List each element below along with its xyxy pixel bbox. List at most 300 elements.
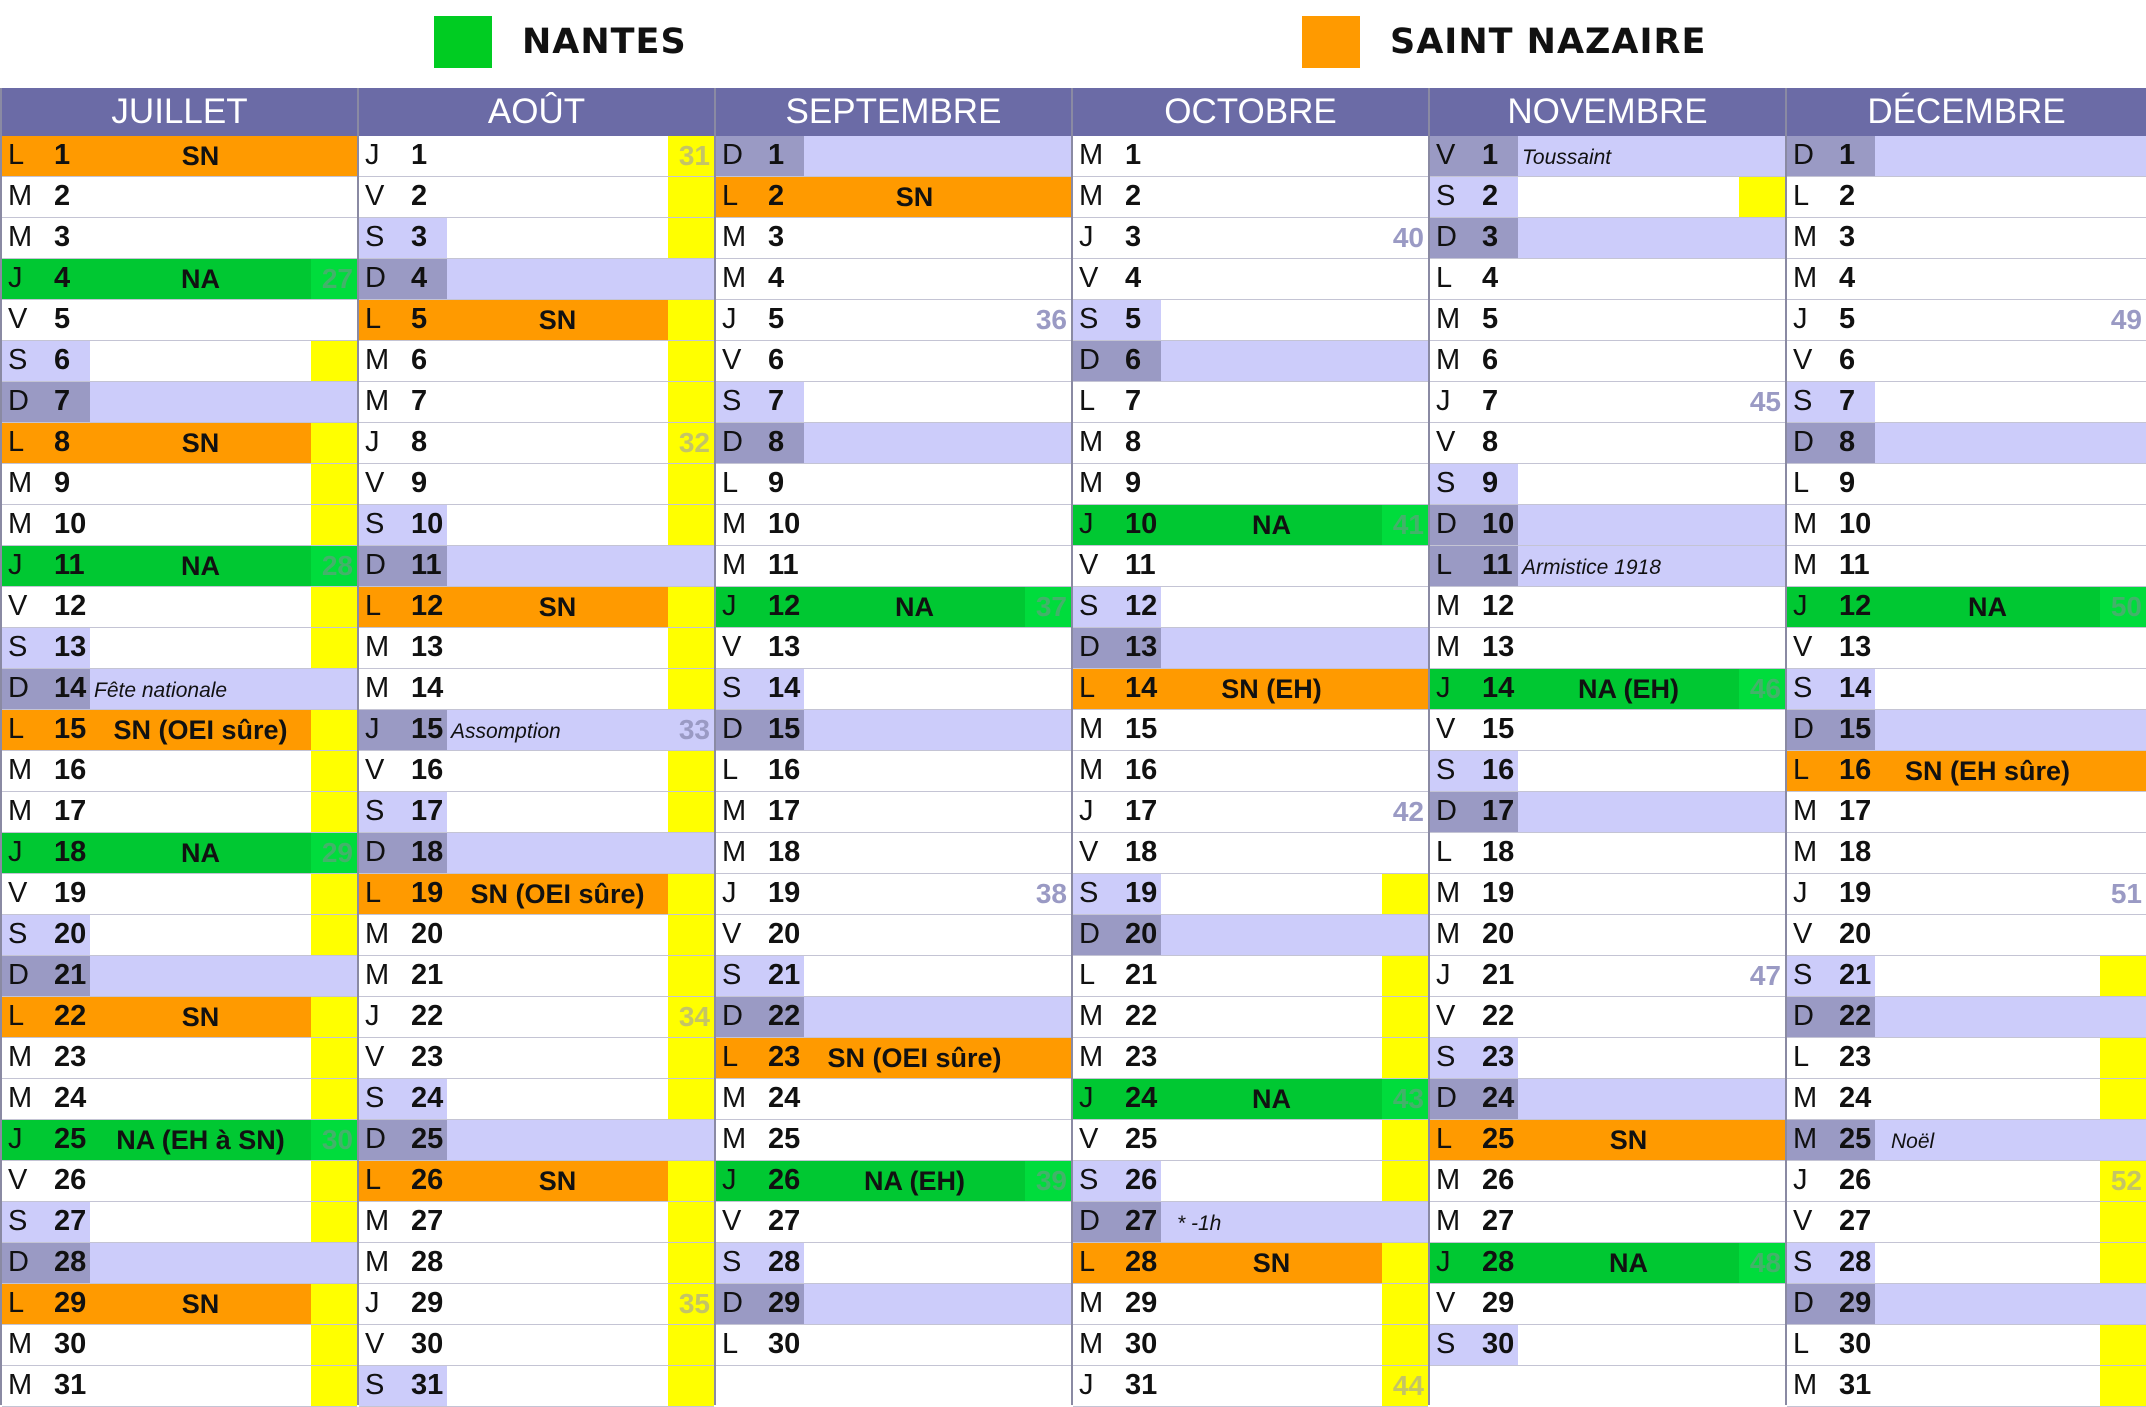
day-row[interactable] — [1787, 669, 2146, 710]
day-body-cell — [804, 464, 1071, 504]
day-row[interactable] — [1787, 956, 2146, 997]
day-row[interactable] — [359, 710, 714, 751]
day-row[interactable] — [1073, 1325, 1428, 1366]
day-number: 1 — [411, 139, 428, 171]
weekday-letter: V — [1793, 918, 1813, 950]
day-row[interactable] — [2, 1120, 357, 1161]
day-row[interactable] — [359, 1366, 714, 1407]
day-number: 17 — [411, 795, 444, 827]
day-row[interactable] — [1787, 833, 2146, 874]
holiday-strip — [668, 874, 714, 914]
day-row[interactable] — [716, 792, 1071, 833]
day-row[interactable] — [1430, 792, 1785, 833]
day-row[interactable] — [1073, 1038, 1428, 1079]
day-number: 2 — [1125, 180, 1142, 212]
day-row[interactable] — [1430, 956, 1785, 997]
day-row[interactable] — [1430, 751, 1785, 792]
day-row[interactable] — [2, 1243, 357, 1284]
day-number: 15 — [1125, 713, 1158, 745]
day-row[interactable] — [1430, 628, 1785, 669]
day-number: 14 — [411, 672, 444, 704]
holiday-note: Armistice 1918 — [1522, 556, 1661, 579]
day-body-cell — [804, 341, 1071, 381]
day-row[interactable] — [716, 587, 1071, 628]
holiday-strip — [668, 300, 714, 340]
day-number: 23 — [1482, 1041, 1515, 1073]
day-row[interactable] — [2, 1161, 357, 1202]
day-row[interactable] — [359, 997, 714, 1038]
day-row[interactable] — [1430, 423, 1785, 464]
day-number: 17 — [768, 795, 801, 827]
day-number: 10 — [1482, 508, 1515, 540]
day-row[interactable] — [1787, 997, 2146, 1038]
month-column — [1071, 88, 1428, 1405]
day-row[interactable] — [1073, 177, 1428, 218]
day-row[interactable] — [1787, 259, 2146, 300]
weekday-letter: J — [365, 1287, 380, 1319]
day-number: 10 — [411, 508, 444, 540]
day-body-cell — [804, 956, 1071, 996]
day-row[interactable] — [1430, 505, 1785, 546]
day-row[interactable] — [2, 423, 357, 464]
day-row[interactable] — [359, 587, 714, 628]
day-row[interactable] — [1073, 1079, 1428, 1120]
day-row[interactable] — [1787, 218, 2146, 259]
day-number: 16 — [54, 754, 87, 786]
day-row[interactable] — [1787, 1284, 2146, 1325]
week-number: 50 — [2110, 591, 2142, 622]
day-row[interactable] — [1787, 464, 2146, 505]
day-number: 29 — [54, 1287, 87, 1319]
day-row[interactable] — [2, 1366, 357, 1407]
day-row[interactable] — [716, 1202, 1071, 1243]
day-row[interactable] — [1073, 218, 1428, 259]
day-row[interactable] — [359, 546, 714, 587]
day-body-cell — [804, 546, 1071, 586]
day-row[interactable] — [1787, 628, 2146, 669]
day-number: 6 — [1125, 344, 1142, 376]
day-row[interactable] — [359, 915, 714, 956]
day-row[interactable] — [1787, 341, 2146, 382]
weekday-letter: V — [1436, 426, 1456, 458]
day-row[interactable] — [1787, 300, 2146, 341]
weekday-letter: M — [365, 959, 390, 991]
day-row[interactable] — [2, 341, 357, 382]
day-row[interactable] — [1430, 1325, 1785, 1366]
day-row[interactable] — [359, 300, 714, 341]
day-row[interactable] — [1430, 218, 1785, 259]
day-row[interactable] — [1787, 710, 2146, 751]
weekday-letter: V — [1436, 139, 1456, 171]
day-row[interactable] — [1787, 1079, 2146, 1120]
weekday-letter: M — [722, 549, 747, 581]
day-row[interactable] — [359, 136, 714, 177]
day-body-cell — [1518, 587, 1785, 627]
day-row[interactable] — [2, 710, 357, 751]
week-number: 28 — [321, 550, 353, 581]
day-row[interactable] — [1073, 505, 1428, 546]
day-number: 29 — [1125, 1287, 1158, 1319]
day-row[interactable] — [1787, 1243, 2146, 1284]
day-row[interactable] — [2, 300, 357, 341]
day-row[interactable] — [716, 259, 1071, 300]
day-row[interactable] — [1073, 259, 1428, 300]
day-row[interactable] — [716, 833, 1071, 874]
day-row[interactable] — [1787, 751, 2146, 792]
day-number: 8 — [1839, 426, 1856, 458]
weekday-letter: S — [1436, 467, 1456, 499]
weekday-letter: S — [1079, 877, 1099, 909]
day-number: 7 — [768, 385, 785, 417]
day-body-cell — [1518, 751, 1785, 791]
week-number: 37 — [1035, 591, 1067, 622]
day-row[interactable] — [1073, 956, 1428, 997]
day-number: 30 — [411, 1328, 444, 1360]
weekday-letter: D — [8, 959, 29, 991]
day-number: 8 — [411, 426, 428, 458]
weekday-letter: S — [365, 221, 385, 253]
day-row[interactable] — [2, 997, 357, 1038]
weekday-letter: M — [1793, 1123, 1818, 1155]
day-number: 28 — [1482, 1246, 1515, 1278]
day-number: 24 — [1839, 1082, 1872, 1114]
day-row[interactable] — [1787, 177, 2146, 218]
day-row[interactable] — [2, 177, 357, 218]
day-row[interactable] — [716, 341, 1071, 382]
day-row[interactable] — [2, 546, 357, 587]
day-row[interactable] — [716, 710, 1071, 751]
day-body-cell — [804, 1284, 1071, 1324]
day-row[interactable] — [1073, 915, 1428, 956]
holiday-strip — [311, 751, 357, 791]
day-row[interactable] — [1430, 1161, 1785, 1202]
day-number: 28 — [768, 1246, 801, 1278]
day-row[interactable] — [1430, 1120, 1785, 1161]
day-row[interactable] — [359, 259, 714, 300]
day-row[interactable] — [1787, 505, 2146, 546]
weekday-letter: M — [8, 180, 33, 212]
day-row[interactable] — [1430, 259, 1785, 300]
day-row[interactable] — [716, 1079, 1071, 1120]
day-row[interactable] — [1073, 1120, 1428, 1161]
day-row[interactable] — [1787, 915, 2146, 956]
day-row[interactable] — [716, 628, 1071, 669]
day-body-cell — [90, 300, 357, 340]
day-row[interactable] — [716, 751, 1071, 792]
day-row[interactable] — [359, 341, 714, 382]
day-row[interactable] — [1787, 136, 2146, 177]
day-row[interactable] — [2, 915, 357, 956]
day-row[interactable] — [1073, 874, 1428, 915]
day-row[interactable] — [1430, 669, 1785, 710]
day-number: 5 — [1125, 303, 1142, 335]
day-row[interactable] — [359, 1161, 714, 1202]
day-row[interactable] — [359, 1202, 714, 1243]
weekday-letter: L — [8, 713, 25, 745]
day-number: 6 — [411, 344, 428, 376]
day-row[interactable] — [359, 423, 714, 464]
holiday-strip — [1382, 997, 1428, 1037]
day-row[interactable] — [1430, 464, 1785, 505]
week-number: 30 — [321, 1124, 353, 1155]
day-row[interactable] — [2, 669, 357, 710]
day-row[interactable] — [716, 505, 1071, 546]
day-row[interactable] — [359, 1284, 714, 1325]
day-row[interactable] — [2, 628, 357, 669]
day-row[interactable] — [2, 136, 357, 177]
day-body-cell — [90, 956, 357, 996]
holiday-strip — [668, 341, 714, 381]
day-number: 5 — [1839, 303, 1856, 335]
day-body-cell — [804, 423, 1071, 463]
day-number: 30 — [54, 1328, 87, 1360]
day-row[interactable] — [359, 1079, 714, 1120]
day-row[interactable] — [716, 1161, 1071, 1202]
day-row[interactable] — [716, 956, 1071, 997]
day-row[interactable] — [716, 382, 1071, 423]
day-row[interactable] — [1073, 669, 1428, 710]
day-number: 8 — [1482, 426, 1499, 458]
event-label: NA — [1968, 592, 2007, 622]
day-row[interactable] — [2, 1038, 357, 1079]
day-row[interactable] — [1073, 1243, 1428, 1284]
day-number: 5 — [1482, 303, 1499, 335]
day-row[interactable] — [359, 177, 714, 218]
weekday-letter: D — [1079, 918, 1100, 950]
day-row[interactable] — [359, 218, 714, 259]
weekday-letter: M — [722, 836, 747, 868]
weekday-letter: J — [365, 139, 380, 171]
day-row[interactable] — [2, 874, 357, 915]
day-number: 3 — [1839, 221, 1856, 253]
day-number: 25 — [1839, 1123, 1872, 1155]
day-row[interactable] — [2, 1325, 357, 1366]
day-row[interactable] — [716, 1325, 1071, 1366]
day-row[interactable] — [1430, 997, 1785, 1038]
day-row[interactable] — [716, 546, 1071, 587]
holiday-strip — [668, 1325, 714, 1365]
day-number: 23 — [411, 1041, 444, 1073]
weekday-letter: M — [1793, 1369, 1818, 1401]
day-row[interactable] — [2, 1202, 357, 1243]
day-number: 31 — [411, 1369, 444, 1401]
day-number: 27 — [1482, 1205, 1515, 1237]
day-row[interactable] — [359, 464, 714, 505]
day-row[interactable] — [1787, 382, 2146, 423]
day-row[interactable] — [1787, 792, 2146, 833]
day-number: 4 — [1125, 262, 1142, 294]
day-row[interactable] — [2, 1284, 357, 1325]
day-row[interactable] — [359, 833, 714, 874]
day-row[interactable] — [1787, 1325, 2146, 1366]
month-header: OCTOBRE — [1073, 88, 1428, 138]
day-row[interactable] — [1787, 423, 2146, 464]
holiday-strip — [311, 874, 357, 914]
holiday-strip — [311, 1284, 357, 1324]
day-row[interactable] — [716, 1243, 1071, 1284]
day-row[interactable] — [2, 505, 357, 546]
day-row[interactable] — [716, 1120, 1071, 1161]
week-number: 38 — [1035, 878, 1067, 909]
holiday-strip — [668, 382, 714, 422]
day-row[interactable] — [1787, 874, 2146, 915]
day-row[interactable] — [1073, 464, 1428, 505]
holiday-strip — [311, 710, 357, 750]
day-row[interactable] — [359, 751, 714, 792]
day-row[interactable] — [1430, 915, 1785, 956]
day-row[interactable] — [1073, 751, 1428, 792]
day-row[interactable] — [359, 1120, 714, 1161]
day-row[interactable] — [2, 464, 357, 505]
day-number: 26 — [1125, 1164, 1158, 1196]
day-row[interactable] — [1787, 1366, 2146, 1407]
day-body-cell — [1518, 1038, 1785, 1078]
weekday-letter: M — [1079, 180, 1104, 212]
day-row[interactable] — [716, 669, 1071, 710]
day-row[interactable] — [1073, 628, 1428, 669]
day-row[interactable] — [1073, 1284, 1428, 1325]
day-row[interactable] — [1073, 997, 1428, 1038]
day-row[interactable] — [1073, 710, 1428, 751]
day-row[interactable] — [1787, 1202, 2146, 1243]
day-number: 17 — [1125, 795, 1158, 827]
day-row[interactable] — [1787, 1120, 2146, 1161]
day-row[interactable] — [359, 1243, 714, 1284]
day-number: 20 — [1482, 918, 1515, 950]
day-row[interactable] — [359, 1325, 714, 1366]
weekday-letter: D — [1079, 344, 1100, 376]
holiday-strip — [2100, 1079, 2146, 1119]
day-row[interactable] — [359, 874, 714, 915]
day-row[interactable] — [359, 382, 714, 423]
day-row[interactable] — [359, 669, 714, 710]
weekday-letter: D — [1436, 795, 1457, 827]
month-column — [714, 88, 1071, 1405]
day-row[interactable] — [2, 792, 357, 833]
day-row[interactable] — [1073, 382, 1428, 423]
day-row[interactable] — [1073, 833, 1428, 874]
day-row[interactable] — [359, 628, 714, 669]
day-row[interactable] — [716, 1038, 1071, 1079]
day-body-cell — [804, 505, 1071, 545]
day-row[interactable] — [1073, 1161, 1428, 1202]
day-row[interactable] — [716, 177, 1071, 218]
day-row[interactable] — [1430, 1079, 1785, 1120]
holiday-strip — [1382, 874, 1428, 914]
day-row[interactable] — [1073, 792, 1428, 833]
day-row[interactable] — [1787, 587, 2146, 628]
day-row[interactable] — [716, 423, 1071, 464]
day-row[interactable] — [716, 136, 1071, 177]
weekday-letter: J — [1079, 221, 1094, 253]
day-row[interactable] — [1073, 341, 1428, 382]
week-number: 27 — [321, 263, 353, 294]
day-row[interactable] — [2, 956, 357, 997]
day-row[interactable] — [1430, 136, 1785, 177]
day-row[interactable] — [1430, 1038, 1785, 1079]
day-row[interactable] — [359, 956, 714, 997]
week-number: 48 — [1749, 1247, 1781, 1278]
day-number: 19 — [1125, 877, 1158, 909]
weekday-letter: V — [365, 1041, 385, 1073]
day-row[interactable] — [2, 218, 357, 259]
day-row[interactable] — [359, 1038, 714, 1079]
day-number: 31 — [1125, 1369, 1158, 1401]
day-row[interactable] — [1073, 546, 1428, 587]
day-row[interactable] — [1430, 546, 1785, 587]
day-row[interactable] — [1073, 423, 1428, 464]
day-row[interactable] — [716, 218, 1071, 259]
day-body-cell — [804, 1202, 1071, 1242]
day-number: 25 — [54, 1123, 87, 1155]
day-row[interactable] — [1073, 136, 1428, 177]
holiday-note: Fête nationale — [94, 679, 228, 702]
day-row[interactable] — [1787, 1161, 2146, 1202]
day-row[interactable] — [1073, 1202, 1428, 1243]
event-label: SN — [181, 1289, 220, 1319]
day-row[interactable] — [2, 1079, 357, 1120]
holiday-strip — [2100, 1038, 2146, 1078]
day-row[interactable] — [1430, 587, 1785, 628]
day-row[interactable] — [1430, 177, 1785, 218]
day-row[interactable] — [1430, 833, 1785, 874]
weekday-letter: M — [1079, 426, 1104, 458]
day-row[interactable] — [1787, 1038, 2146, 1079]
day-row[interactable] — [1430, 1243, 1785, 1284]
day-row[interactable] — [2, 259, 357, 300]
day-row[interactable] — [1430, 382, 1785, 423]
day-row[interactable] — [1430, 710, 1785, 751]
day-row[interactable] — [359, 505, 714, 546]
day-row[interactable] — [716, 874, 1071, 915]
day-row[interactable] — [1073, 587, 1428, 628]
day-row[interactable] — [716, 464, 1071, 505]
weekday-letter: L — [722, 180, 739, 212]
day-row[interactable] — [1430, 1284, 1785, 1325]
day-number: 12 — [411, 590, 444, 622]
day-row[interactable] — [2, 833, 357, 874]
day-row[interactable] — [1073, 300, 1428, 341]
day-body-cell — [1875, 464, 2146, 504]
day-row[interactable] — [1073, 1366, 1428, 1407]
day-row[interactable] — [2, 587, 357, 628]
day-row[interactable] — [1430, 1202, 1785, 1243]
holiday-strip — [311, 628, 357, 668]
day-row[interactable] — [716, 1284, 1071, 1325]
holiday-strip — [311, 464, 357, 504]
day-row[interactable] — [716, 915, 1071, 956]
day-row[interactable] — [1430, 341, 1785, 382]
holiday-strip — [1382, 956, 1428, 996]
day-row[interactable] — [716, 300, 1071, 341]
day-number: 22 — [411, 1000, 444, 1032]
day-row[interactable] — [2, 382, 357, 423]
weekday-letter: J — [8, 262, 23, 294]
day-row[interactable] — [716, 997, 1071, 1038]
day-row[interactable] — [1430, 300, 1785, 341]
day-row[interactable] — [359, 792, 714, 833]
day-row[interactable] — [2, 751, 357, 792]
day-row[interactable] — [1430, 874, 1785, 915]
month-column — [357, 88, 714, 1405]
weekday-letter: M — [1793, 549, 1818, 581]
weekday-letter: M — [722, 1123, 747, 1155]
day-row[interactable] — [1787, 546, 2146, 587]
day-number: 4 — [411, 262, 428, 294]
weekday-letter: D — [365, 549, 386, 581]
weekday-letter: M — [1079, 139, 1104, 171]
event-label: NA — [181, 264, 220, 294]
